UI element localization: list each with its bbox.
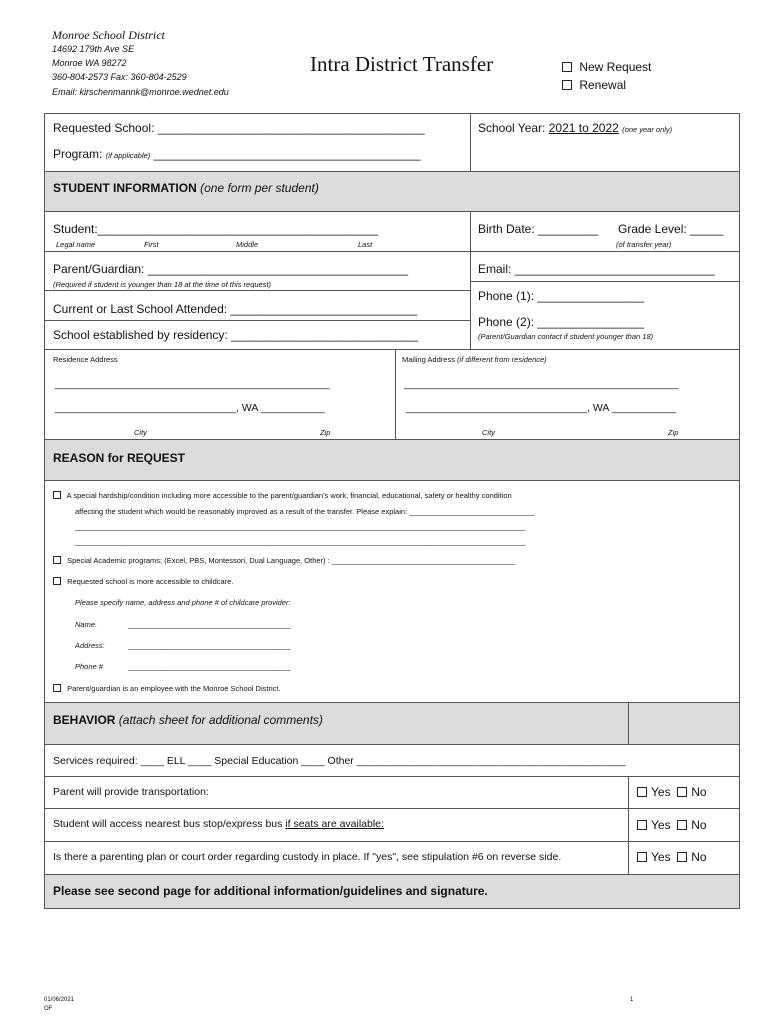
custody-no-checkbox[interactable] [677,852,687,862]
legal-name-caption: Legal name [56,240,96,249]
school-year-field: School Year: 2021 to 2022 (one year only) [478,121,673,135]
last-caption: Last [358,240,373,249]
hardship-explain-field[interactable]: affecting the student which would be reasonably improved as a result of the transfer. Please explain: ______________________________ [75,507,535,516]
student-info-heading: STUDENT INFORMATION (one form per student) [53,181,319,195]
childcare-name-label: Name. [75,620,98,629]
district-address-1: 14692 179th Ave SE [52,44,135,54]
services-required-field[interactable]: Services required: ____ ELL ____ Special Education ____ Other ______________________________________________ [53,755,626,767]
new-request-checkbox[interactable] [562,62,572,72]
transportation-yes-no[interactable]: Yes No [637,785,707,799]
bus-question: Student will access nearest bus stop/express bus if seats are available: [53,818,384,830]
transportation-question: Parent will provide transportation: [53,786,209,798]
bus-yes-checkbox[interactable] [637,820,647,830]
mailing-zip-caption: Zip [668,428,679,437]
childcare-note: Please specify name, address and phone # of childcare provider: [75,598,291,607]
transport-yes-checkbox[interactable] [637,787,647,797]
renewal-checkbox[interactable] [562,80,572,90]
parent-guardian-field[interactable]: Parent/Guardian: _______________________________________ [53,262,409,276]
residence-zip-caption: Zip [320,428,331,437]
hardship-checkbox[interactable] [53,491,61,499]
residence-street-line[interactable]: _______________________________________________ [55,378,330,390]
reason-heading: REASON for REQUEST [53,451,186,465]
residence-address-label: Residence Address [53,355,118,364]
reason-childcare-item[interactable]: Requested school is more accessible to childcare. [53,577,233,586]
email-field[interactable]: Email: ______________________________ [478,262,715,276]
behavior-heading: BEHAVIOR (attach sheet for additional comments) [53,713,323,727]
second-page-note: Please see second page for additional information/guidelines and signature. [53,884,488,898]
childcare-phone-label: Phone # [75,662,103,671]
mailing-city-line[interactable]: _______________________________, WA ___________ [406,402,676,414]
mailing-address-label: Mailing Address (if different from residence) [402,355,547,364]
program-field[interactable]: Program: (if applicable) ________________________________________ [53,147,421,161]
childcare-address-line[interactable]: _______________________________________ [128,641,291,650]
hardship-blank-line-1[interactable]: ____________________________________________________________________________________________________________ [75,522,526,531]
student-name-field[interactable]: Student:__________________________________________ [53,222,379,236]
residence-city-caption: City [134,428,147,437]
custody-yes-no[interactable]: Yes No [637,850,707,864]
childcare-name-line[interactable]: _______________________________________ [128,620,291,629]
footer-date: 01/06/2021 [44,997,75,1003]
phone2-field[interactable]: Phone (2): ________________ [478,315,645,329]
grade-caption: (of transfer year) [616,240,672,249]
transport-no-checkbox[interactable] [677,787,687,797]
district-address-2: Monroe WA 98272 [52,58,127,68]
childcare-phone-line[interactable]: _______________________________________ [128,662,291,671]
parent-caption: (Required if student is younger than 18 at the time of this request) [53,280,272,289]
residence-city-line[interactable]: _______________________________, WA ___________ [55,402,325,414]
phone1-field[interactable]: Phone (1): ________________ [478,289,645,303]
renewal-option[interactable]: Renewal [562,78,626,92]
middle-caption: Middle [236,240,259,249]
reason-hardship-item[interactable]: A special hardship/condition including more accessible to the parent/guardian's work, financial, educational, safety or healthy condition [53,491,512,500]
birth-date-field[interactable]: Birth Date: _________ [478,222,599,236]
first-caption: First [144,240,159,249]
mailing-street-line[interactable]: _______________________________________________ [404,378,679,390]
custody-yes-checkbox[interactable] [637,852,647,862]
form-title: Intra District Transfer [310,52,494,76]
current-school-field[interactable]: Current or Last School Attended: ____________________________ [53,302,418,316]
established-school-field[interactable]: School established by residency: ____________________________ [53,328,418,342]
grade-level-field[interactable]: Grade Level: _____ [618,222,724,236]
employee-checkbox[interactable] [53,684,61,692]
footer-code: OF [44,1006,53,1012]
bus-no-checkbox[interactable] [677,820,687,830]
district-phone-fax: 360-804-2573 Fax: 360-804-2529 [52,72,187,82]
reason-academic-item[interactable]: Special Academic programs: (Excel, PBS, Montessori, Dual Language, Other) : ____________________________________________ [53,556,515,565]
custody-question: Is there a parenting plan or court order regarding custody in place. If "yes", see stipulation #6 on reverse side. [53,851,562,863]
mailing-city-caption: City [482,428,495,437]
bus-yes-no[interactable]: Yes No [637,818,707,832]
academic-checkbox[interactable] [53,556,61,564]
district-name: Monroe School District [52,28,165,42]
reason-employee-item[interactable]: Parent/guardian is an employee with the Monroe School District. [53,684,281,693]
page-number: 1 [630,997,634,1003]
district-email: Email: kirschenmannk@monroe.wednet.edu [52,87,229,97]
requested-school-field[interactable]: Requested School: ________________________________________ [53,121,425,135]
childcare-address-label: Address: [75,641,105,650]
new-request-option[interactable]: New Request [562,60,651,74]
phone-caption: (Parent/Guardian contact if student younger than 18) [478,332,654,341]
childcare-checkbox[interactable] [53,577,61,585]
hardship-blank-line-2[interactable]: ____________________________________________________________________________________________________________ [75,537,526,546]
